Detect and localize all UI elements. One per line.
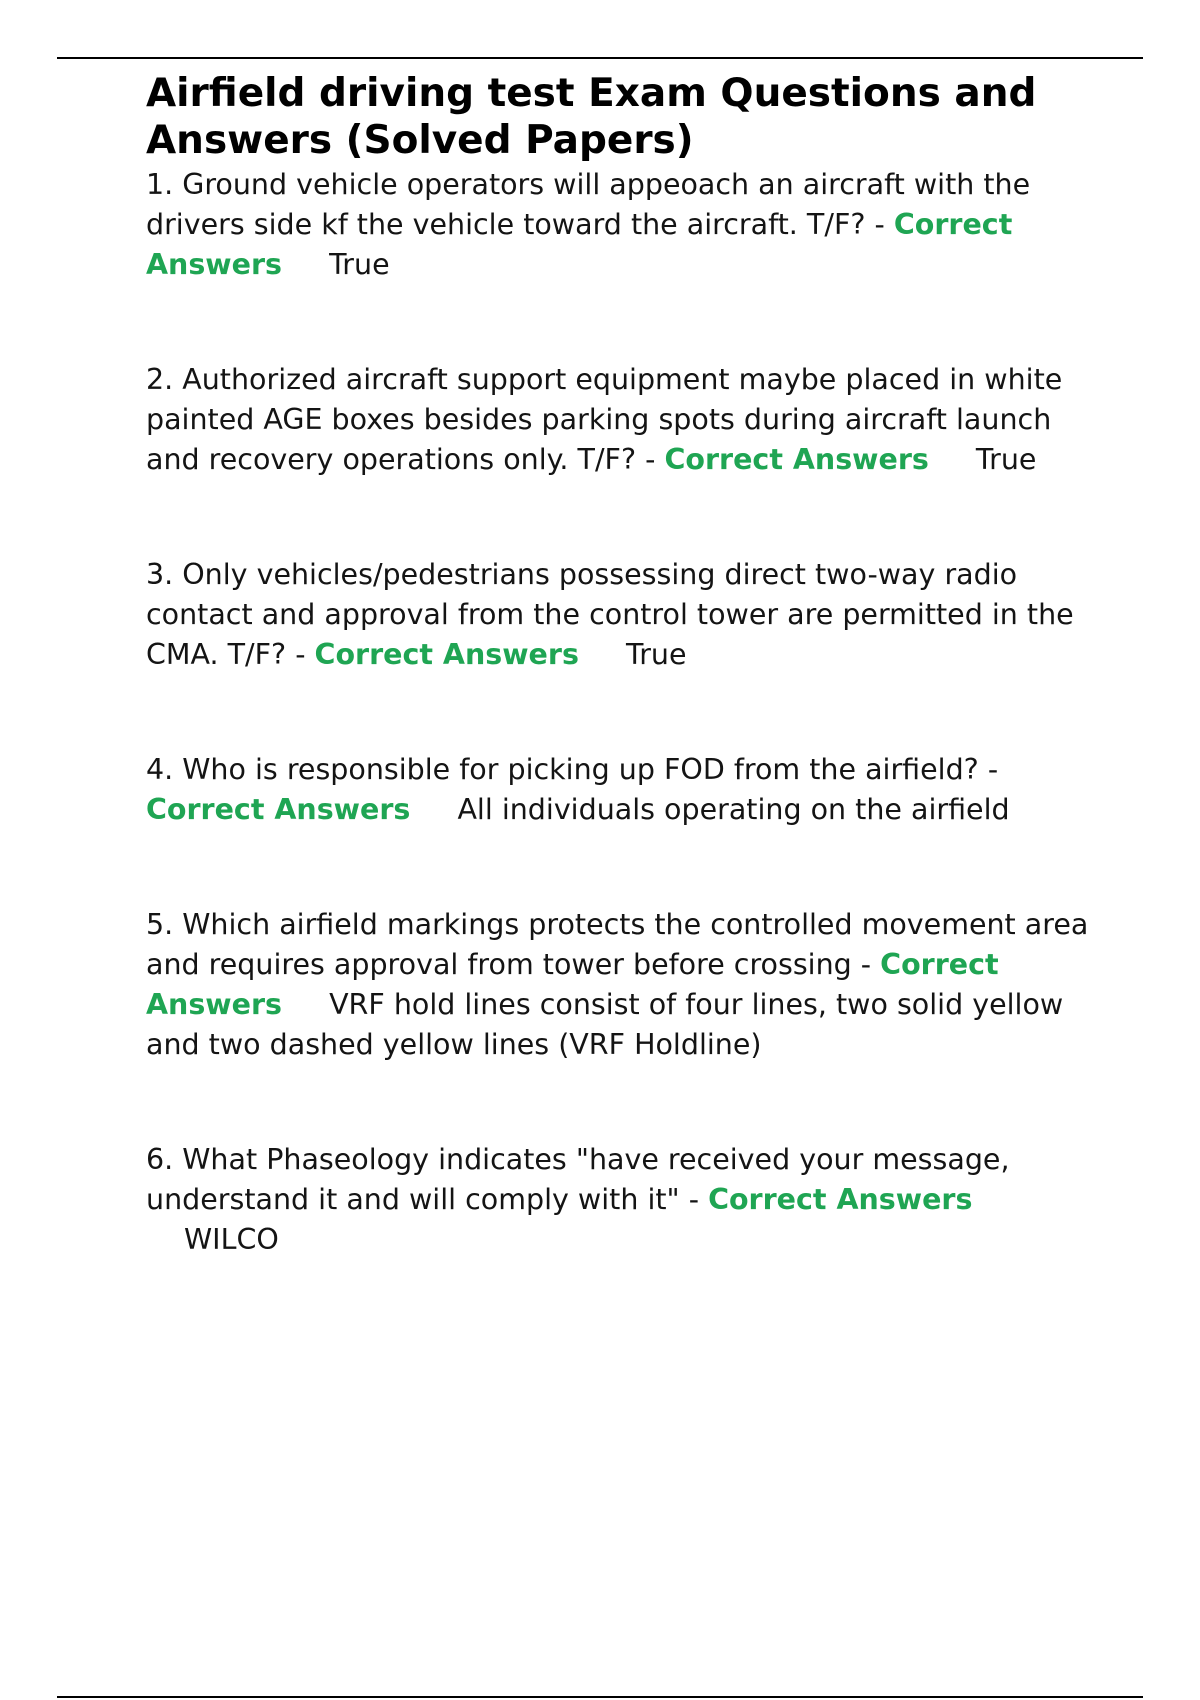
question-text: 4. Who is responsible for picking up FOD from the airfield? - xyxy=(146,753,999,786)
correct-answers-label: Correct Answers xyxy=(708,1183,973,1216)
question-text: 1. Ground vehicle operators will appeoach an aircraft with the drivers side kf the vehicle toward the aircraft. T/F? - xyxy=(146,168,1031,241)
qa-item xyxy=(146,905,1106,1065)
document-body xyxy=(146,70,1106,1260)
question-text: 2. Authorized aircraft support equipment maybe placed in white painted AGE boxes besides parking spots during aircraft launch and recovery operations only. T/F? - xyxy=(146,363,1063,476)
answer-text: True xyxy=(329,248,390,281)
document-title: Airfield driving test Exam Questions and Answers (Solved Papers) xyxy=(146,71,1037,163)
top-rule xyxy=(57,57,1143,59)
answer-text: VRF hold lines consist of four lines, two solid yellow and two dashed yellow lines (VRF Holdline) xyxy=(146,988,1064,1061)
qa-item xyxy=(146,165,1106,285)
question-text: 3. Only vehicles/pedestrians possessing direct two-way radio contact and approval from the control tower are permitted in the CMA. T/F? - xyxy=(146,558,1074,671)
qa-item xyxy=(146,1140,1106,1260)
correct-answers-label: Correct Answers xyxy=(664,443,929,476)
correct-answers-label: Correct Answers xyxy=(314,638,579,671)
correct-answers-label: Correct Answers xyxy=(146,948,999,1021)
answer-text: All individuals operating on the airfield xyxy=(457,793,1010,826)
question-text: 6. What Phaseology indicates "have received your message, understand it and will comply with it" - xyxy=(146,1143,1010,1216)
qa-item xyxy=(146,360,1106,480)
bottom-rule xyxy=(57,1696,1143,1698)
qa-item xyxy=(146,555,1106,675)
qa-item xyxy=(146,750,1106,830)
correct-answers-label: Correct Answers xyxy=(146,793,411,826)
answer-text: True xyxy=(625,638,687,671)
correct-answers-label: Correct Answers xyxy=(146,208,1013,281)
answer-text: WILCO xyxy=(184,1223,279,1256)
question-text: 5. Which airfield markings protects the controlled movement area and requires approval from tower before crossing - xyxy=(146,908,1089,981)
answer-text: True xyxy=(975,443,1037,476)
